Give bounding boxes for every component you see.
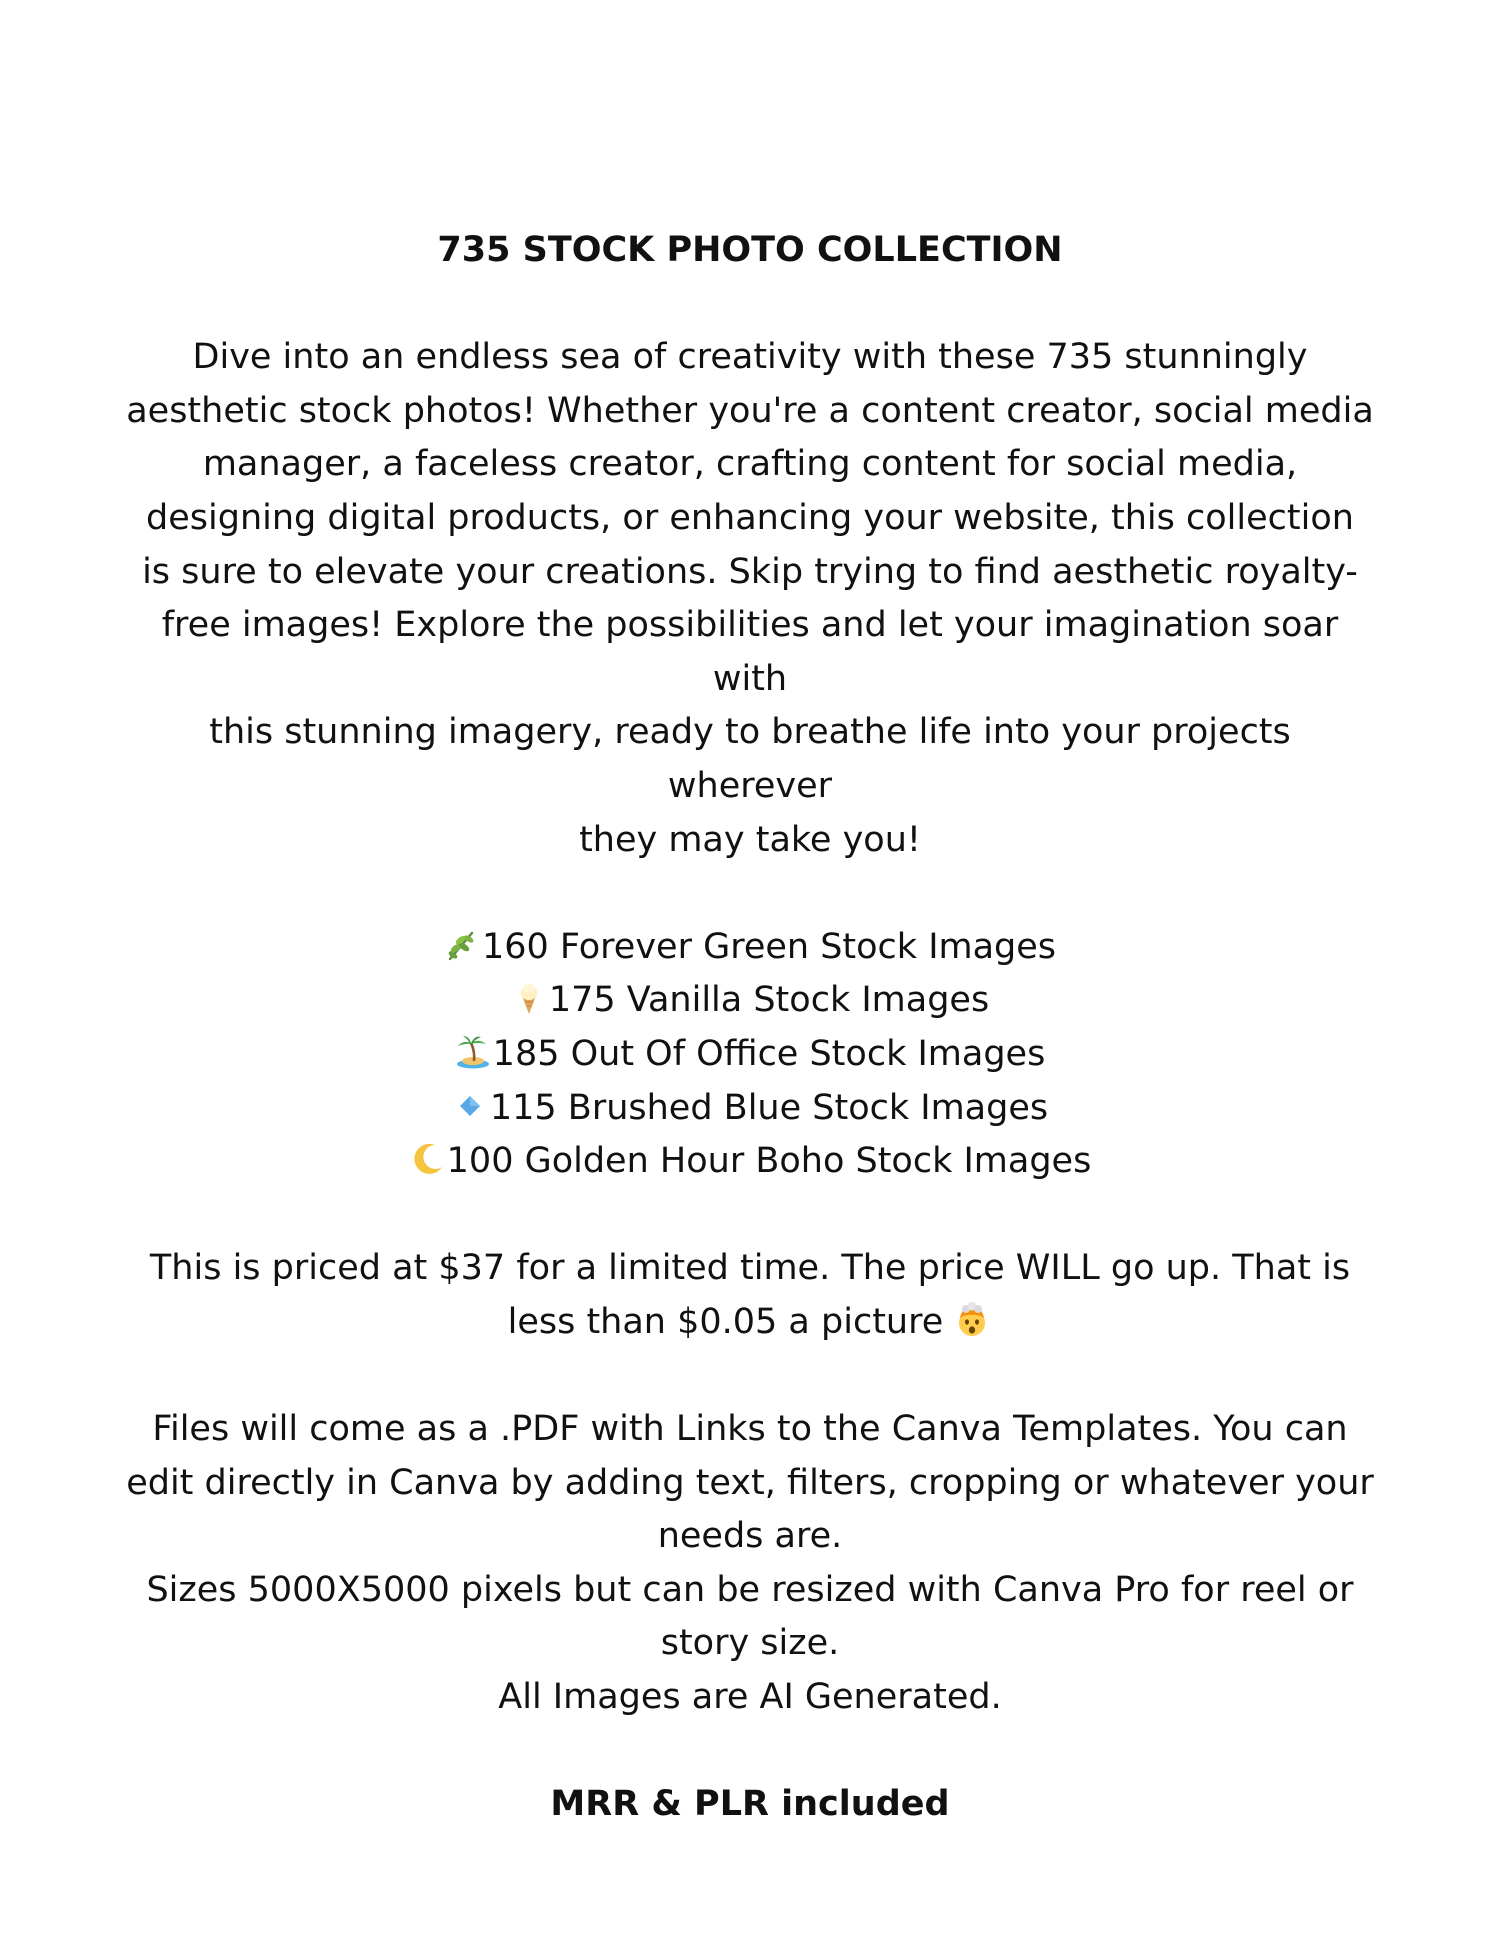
details-line: Sizes 5000X5000 pixels but can be resized with Canva Pro for reel or bbox=[146, 1569, 1354, 1610]
collection-item bbox=[125, 1082, 1375, 1136]
details-line: story size. bbox=[660, 1623, 840, 1664]
collection-label: 115 Brushed Blue Stock Images bbox=[489, 1087, 1049, 1128]
intro-line: designing digital products, or enhancing your website, this collection bbox=[146, 497, 1354, 538]
collection-item bbox=[125, 974, 1375, 1028]
pricing-text: less than $0.05 a picture bbox=[507, 1301, 944, 1342]
crescent-moon-icon bbox=[409, 1141, 445, 1177]
collection-label: 175 Vanilla Stock Images bbox=[548, 980, 990, 1021]
spacer bbox=[125, 867, 1375, 921]
details-line: Files will come as a .PDF with Links to the Canva Templates. You can bbox=[152, 1409, 1348, 1450]
intro-line: free images! Explore the possibilities and let your imagination soar with bbox=[161, 605, 1339, 699]
collection-item bbox=[125, 1028, 1375, 1082]
collection-label: 160 Forever Green Stock Images bbox=[481, 926, 1057, 967]
mind-blown-icon bbox=[954, 1302, 990, 1338]
intro-line: aesthetic stock photos! Whether you're a content creator, social media bbox=[126, 390, 1374, 431]
collection-item bbox=[125, 1135, 1375, 1189]
details-paragraph bbox=[125, 1403, 1375, 1725]
blue-diamond-icon bbox=[452, 1088, 488, 1124]
collection-list bbox=[125, 921, 1375, 1189]
details-line: All Images are AI Generated. bbox=[498, 1677, 1002, 1718]
spacer bbox=[125, 278, 1375, 332]
island-icon bbox=[455, 1034, 491, 1070]
spacer bbox=[125, 1349, 1375, 1403]
intro-line: they may take you! bbox=[579, 819, 921, 860]
intro-paragraph bbox=[125, 331, 1375, 867]
details-line: needs are. bbox=[657, 1516, 843, 1557]
ice-cream-icon bbox=[511, 980, 547, 1016]
herb-icon bbox=[444, 927, 480, 963]
intro-line: Dive into an endless sea of creativity with these 735 stunningly bbox=[192, 337, 1308, 378]
license-note: MRR & PLR included bbox=[550, 1784, 950, 1825]
document-content bbox=[125, 224, 1375, 1832]
collection-label: 100 Golden Hour Boho Stock Images bbox=[446, 1141, 1092, 1182]
pricing-paragraph bbox=[125, 1242, 1375, 1349]
details-line: edit directly in Canva by adding text, filters, cropping or whatever your bbox=[126, 1462, 1374, 1503]
pricing-line bbox=[125, 1296, 1375, 1350]
collection-label: 185 Out Of Office Stock Images bbox=[492, 1033, 1046, 1074]
intro-line: this stunning imagery, ready to breathe life into your projects wherever bbox=[209, 712, 1291, 806]
spacer bbox=[125, 1725, 1375, 1779]
document-title: 735 STOCK PHOTO COLLECTION bbox=[437, 230, 1063, 270]
spacer bbox=[125, 1189, 1375, 1243]
collection-item bbox=[125, 921, 1375, 975]
pricing-line: This is priced at $37 for a limited time. The price WILL go up. That is bbox=[149, 1248, 1351, 1289]
intro-line: is sure to elevate your creations. Skip trying to find aesthetic royalty- bbox=[142, 551, 1358, 592]
intro-line: manager, a faceless creator, crafting content for social media, bbox=[202, 444, 1298, 485]
